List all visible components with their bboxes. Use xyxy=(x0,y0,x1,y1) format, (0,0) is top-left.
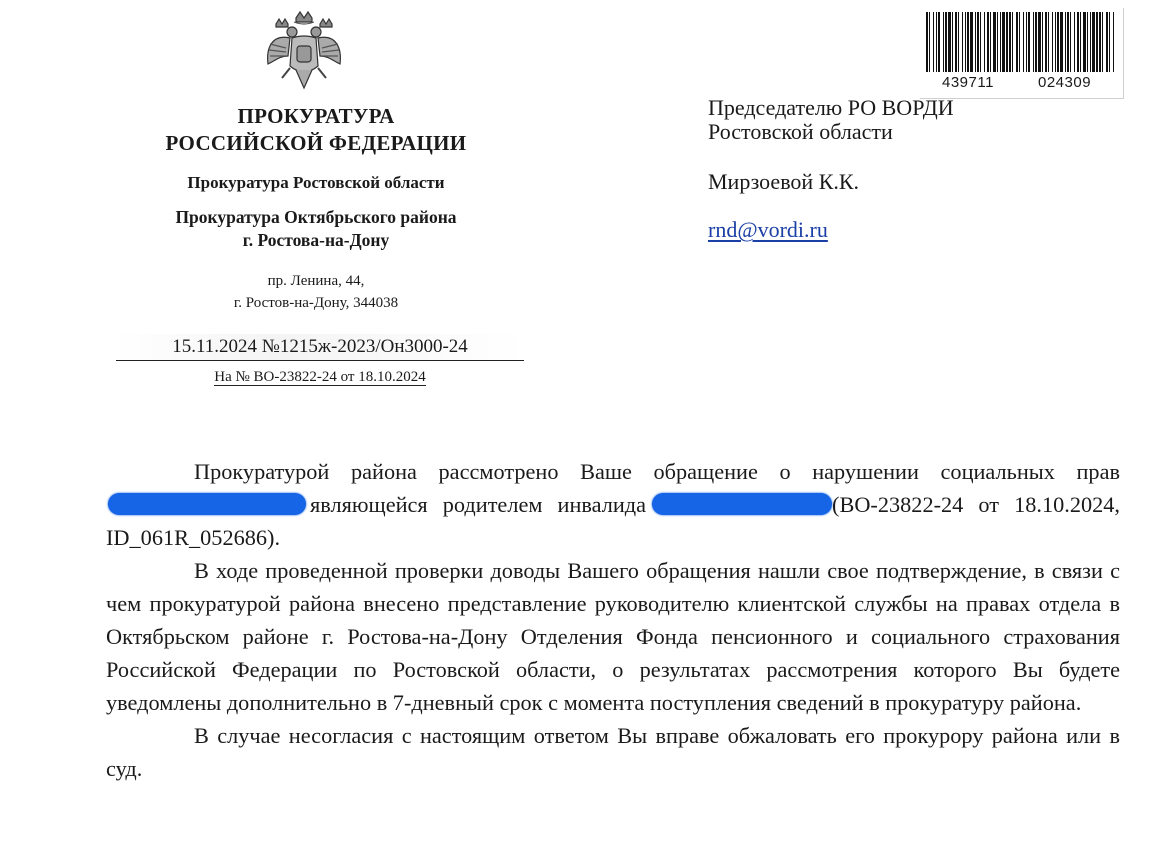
barcode-number-1: 439711 xyxy=(942,74,994,91)
barcode-bar xyxy=(962,12,963,72)
sender-address xyxy=(110,270,522,314)
barcode-bar xyxy=(1099,12,1101,72)
barcode-bar xyxy=(952,12,953,72)
addressee-email-link[interactable]: rnd@vordi.ru xyxy=(708,217,828,242)
barcode-bar xyxy=(967,12,969,72)
paragraph-1-part-b: являющейся родителем инвалида xyxy=(310,492,647,517)
district-line1: Прокуратура Октябрьского района xyxy=(175,207,457,227)
regional-prosecutor-office: Прокуратура Ростовской области xyxy=(187,173,445,192)
document-barcode xyxy=(920,8,1125,100)
barcode-bar xyxy=(997,12,998,72)
org-title-line2: РОССИЙСКОЙ ФЕДЕРАЦИИ xyxy=(165,131,467,155)
barcode-bar xyxy=(977,12,979,72)
barcode-bar xyxy=(1060,12,1063,72)
barcode-bar xyxy=(975,12,976,72)
barcode-bar xyxy=(1080,12,1081,72)
barcode-bar xyxy=(1109,12,1110,72)
addressee-block xyxy=(708,96,1128,242)
org-title-line1: ПРОКУРАТУРА xyxy=(237,104,395,128)
barcode-bar xyxy=(1009,12,1011,72)
barcode-bar xyxy=(993,12,996,72)
barcode-bar xyxy=(1074,12,1075,72)
address-line1: пр. Ленина, 44, xyxy=(267,273,365,289)
barcode-bar xyxy=(1016,12,1018,72)
barcode-bar xyxy=(1019,12,1020,72)
prosecutor-general-title xyxy=(120,103,512,157)
barcode-bar xyxy=(1070,12,1071,72)
barcode-bar xyxy=(1026,12,1027,72)
barcode-bar xyxy=(1012,12,1013,72)
barcode-bar xyxy=(945,12,947,72)
barcode-bar xyxy=(970,12,973,72)
barcode-bar xyxy=(1090,12,1091,72)
barcode-bar xyxy=(929,12,930,72)
barcode-bar xyxy=(1065,12,1066,72)
barcode-bar xyxy=(1083,12,1086,72)
barcode-bar xyxy=(987,12,989,72)
barcode-bar xyxy=(1077,12,1079,72)
barcode-bar xyxy=(1055,12,1056,72)
addressee-line1: Председателю РО ВОРДИ xyxy=(708,95,954,120)
paragraph-1-part-a: Прокуратурой района рассмотрено Ваше обращение о нарушении социальных прав xyxy=(194,459,1120,484)
redacted-name-1 xyxy=(108,493,306,515)
barcode-bar xyxy=(958,12,959,72)
barcode-bar xyxy=(1002,12,1005,72)
letter-body xyxy=(106,455,1120,785)
barcode-bar xyxy=(1092,12,1095,72)
barcode-bar xyxy=(1042,12,1043,72)
body-paragraph-2: В ходе проведенной проверки доводы Вашего обращения нашли свое подтверждение, в связи с чем прокуратурой района внесено представление руководителю клиентской службы на правах отдела в Октябрьском районе г. Ростова-на-Дону Отделения Фонда пенсионного и социального страхования Российской Федерации по Ростовской области, о результатах рассмотрения которого Вы будете уведомлены дополнительно в 7-дневный срок с момента поступления сведений в прокуратуру района. xyxy=(106,558,1120,715)
barcode-bar xyxy=(926,12,928,72)
barcode-bar xyxy=(933,12,934,72)
barcode-bar xyxy=(943,12,944,72)
barcode-bar xyxy=(1048,12,1049,72)
reply-reference xyxy=(116,366,524,388)
barcode-bar xyxy=(1000,12,1001,72)
barcode-bar xyxy=(984,12,985,72)
barcode-bar xyxy=(1038,12,1041,72)
address-line2: г. Ростов-на-Дону, 344038 xyxy=(233,295,399,311)
coat-of-arms-emblem xyxy=(262,4,346,92)
barcode-bar xyxy=(1067,12,1069,72)
barcode-bar xyxy=(1106,12,1108,72)
registration-number xyxy=(116,334,524,361)
body-paragraph-3: В случае несогласия с настоящим ответом Вы вправе обжаловать его прокурору района или в суд. xyxy=(106,723,1120,781)
paragraph-1-part-c: (ВО-23822-24 от 18.10.2024, ID_061R_052686). xyxy=(106,492,1120,550)
barcode-bar xyxy=(1096,12,1098,72)
barcode-bar xyxy=(1028,12,1030,72)
addressee-name: Мирзоевой К.К. xyxy=(708,169,860,194)
barcode-bar xyxy=(1113,12,1114,72)
barcode-bar xyxy=(1006,12,1008,72)
barcode-bar xyxy=(1052,12,1053,72)
barcode-bar xyxy=(980,12,981,72)
barcode-bar xyxy=(1102,12,1103,72)
barcode-bar xyxy=(965,12,966,72)
barcode-bar xyxy=(1033,12,1034,72)
registration-code: №1215ж-2023/Он3000-24 xyxy=(261,336,468,357)
barcode-bar xyxy=(1087,12,1088,72)
barcode-number-2: 024309 xyxy=(1038,74,1092,91)
barcode-bar xyxy=(1023,12,1024,72)
barcode-bar xyxy=(936,12,937,72)
barcode-bar xyxy=(1045,12,1047,72)
barcode-bar xyxy=(990,12,991,72)
addressee-line2: Ростовской области xyxy=(708,119,893,144)
barcode-bar xyxy=(1035,12,1037,72)
redacted-name-2 xyxy=(652,493,832,515)
district-prosecutor-office xyxy=(110,206,522,252)
barcode-bar xyxy=(1057,12,1059,72)
barcode-bar xyxy=(955,12,957,72)
district-line2: г. Ростова-на-Дону xyxy=(242,230,390,250)
barcode-bar xyxy=(948,12,951,72)
barcode-bars xyxy=(926,12,1116,72)
body-paragraph-1 xyxy=(106,455,1120,554)
barcode-bar xyxy=(938,12,940,72)
registration-date: 15.11.2024 xyxy=(172,336,257,357)
reply-reference-text: На № ВО-23822-24 от 18.10.2024 xyxy=(214,369,426,385)
